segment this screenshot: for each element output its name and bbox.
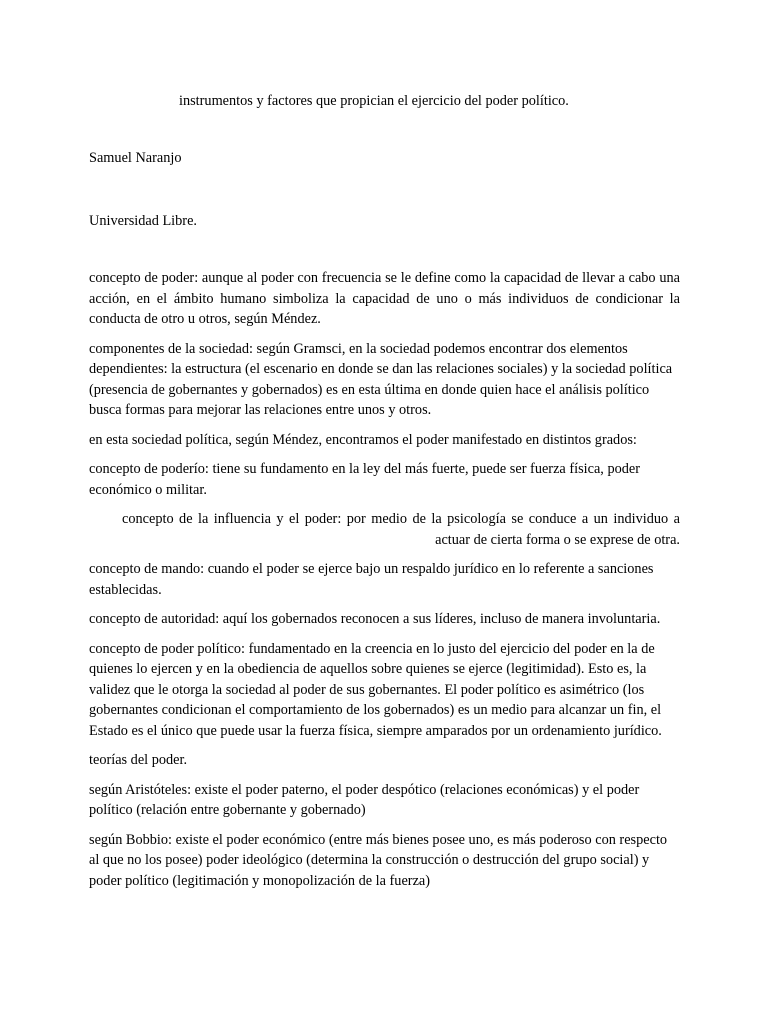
paragraph-bobbio: según Bobbio: existe el poder económico (entre más bienes posee uno, es más poderoso con respecto al que no los posee) poder ideológico (determina la construcción o destrucción del grupo social) y poder político (legitimación y monopolización de la fuerza) [89,831,668,889]
author-name: Samuel Naranjo [89,150,182,166]
paragraph-concepto-influencia: concepto de la influencia y el poder: por medio de la psicología se conduce a un individuo a actuar de cierta forma o se exprese de otra. [122,511,680,548]
paragraph-sociedad-politica: en esta sociedad política, según Méndez, encontramos el poder manifestado en distintos grados: [89,431,637,448]
paragraph-concepto-autoridad: concepto de autoridad: aquí los gobernados reconocen a sus líderes, incluso de manera involuntaria. [89,611,661,627]
paragraph-concepto-mando: concepto de mando: cuando el poder se ejerce bajo un respaldo jurídico en lo referente a sanciones establecidas. [89,561,654,598]
document-title: instrumentos y factores que propician el ejercicio del poder político. [179,93,569,109]
paragraph-componentes-sociedad: componentes de la sociedad: según Gramsci, en la sociedad podemos encontrar dos elementos dependientes: la estructura (el escenario en donde se dan las relaciones sociales) y la sociedad política (presencia de gobernantes y gobernados) es en esta última en donde quien hace el análisis político busca formas para mejorar las relaciones entre unos y otros. [89,340,673,418]
paragraph-concepto-poder: concepto de poder: aunque al poder con frecuencia se le define como la capacidad de llevar a cabo una acción, en el ámbito humano simboliza la capacidad de uno o más individuos de condicionar la conducta de otro u otros, según Méndez. [89,270,680,327]
paragraph-concepto-poderio: concepto de poderío: tiene su fundamento en la ley del más fuerte, puede ser fuerza física, poder económico o militar. [89,461,640,498]
document-body [89,268,680,900]
paragraph-aristoteles: según Aristóteles: existe el poder paterno, el poder despótico (relaciones económicas) y el poder político (relación entre gobernante y gobernado) [89,781,640,818]
paragraph-poder-politico: concepto de poder político: fundamentado en la creencia en lo justo del ejercicio del poder en la de quienes lo ejercen y en la obediencia de aquellos sobre quienes se ejerce (legitimidad). Esto es, la validez que le otorga la sociedad al poder de sus gobernantes. El poder político es asimétrico (los gobernantes condicionan el comportamiento de los gobernados) es un medio para alcanzar un fin, el Estado es el único que puede usar la fuerza física, siempre amparados por un ordenamiento jurídico. [89,640,662,739]
paragraph-teorias-poder: teorías del poder. [89,752,188,768]
institution-name: Universidad Libre. [89,213,197,229]
